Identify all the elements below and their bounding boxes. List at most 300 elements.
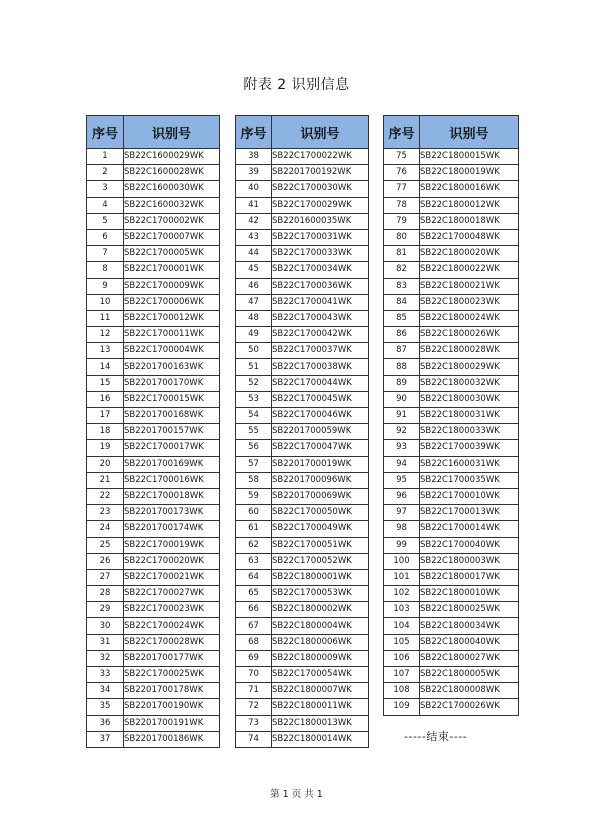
- id-cell: SB22C1700041WK: [272, 294, 369, 310]
- seq-cell: 97: [384, 505, 420, 521]
- seq-cell: 27: [87, 569, 124, 585]
- seq-cell: 11: [87, 310, 124, 326]
- id-cell: SB22C1700006WK: [124, 294, 220, 310]
- id-table-3: [383, 115, 519, 716]
- table-row: [384, 327, 519, 343]
- end-mark: -----结束----: [404, 730, 468, 743]
- page-title: 附表 2 识别信息: [243, 77, 350, 93]
- id-cell: SB22C1600028WK: [124, 165, 220, 181]
- seq-cell: 16: [87, 391, 124, 407]
- table-row: [87, 391, 220, 407]
- id-cell: SB22C1600032WK: [124, 197, 220, 213]
- id-cell: SB22C1800002WK: [272, 602, 369, 618]
- table-row: [236, 197, 369, 213]
- seq-cell: 17: [87, 408, 124, 424]
- seq-cell: 5: [87, 213, 124, 229]
- table-row: [236, 440, 369, 456]
- table-row: [87, 359, 220, 375]
- table-row: [236, 246, 369, 262]
- table-row: [384, 618, 519, 634]
- id-cell: SB22C1600030WK: [124, 181, 220, 197]
- seq-cell: 85: [384, 310, 420, 326]
- table-row: [384, 537, 519, 553]
- table-row: [87, 343, 220, 359]
- id-cell: SB22C1700045WK: [272, 391, 369, 407]
- table-row: [236, 149, 369, 165]
- id-cell: SB22C1700027WK: [124, 586, 220, 602]
- table-row: [384, 343, 519, 359]
- id-cell: SB22C1600031WK: [420, 456, 519, 472]
- seq-cell: 87: [384, 343, 420, 359]
- table-row: [87, 650, 220, 666]
- table-row: [384, 294, 519, 310]
- seq-cell: 55: [236, 424, 272, 440]
- id-cell: SB22C1700043WK: [272, 310, 369, 326]
- seq-cell: 23: [87, 505, 124, 521]
- seq-cell: 52: [236, 375, 272, 391]
- id-cell: SB22C1800022WK: [420, 262, 519, 278]
- id-cell: SB22C1700034WK: [272, 262, 369, 278]
- table-row: [236, 391, 369, 407]
- seq-cell: 99: [384, 537, 420, 553]
- table-row: [87, 310, 220, 326]
- id-cell: SB22C1800033WK: [420, 424, 519, 440]
- seq-cell: 9: [87, 278, 124, 294]
- seq-cell: 47: [236, 294, 272, 310]
- table-row: [236, 456, 369, 472]
- seq-cell: 42: [236, 213, 272, 229]
- seq-cell: 45: [236, 262, 272, 278]
- id-table-1: [86, 115, 220, 748]
- seq-cell: 73: [236, 715, 272, 731]
- id-cell: SB22C1700007WK: [124, 229, 220, 245]
- id-cell: SB22C1800007WK: [272, 683, 369, 699]
- table-row: [384, 229, 519, 245]
- table-row: [384, 375, 519, 391]
- id-cell: SB22C1800029WK: [420, 359, 519, 375]
- table-row: [87, 246, 220, 262]
- seq-cell: 95: [384, 472, 420, 488]
- seq-cell: 74: [236, 731, 272, 747]
- table-row: [384, 391, 519, 407]
- seq-cell: 69: [236, 650, 272, 666]
- seq-cell: 20: [87, 456, 124, 472]
- table-row: [87, 181, 220, 197]
- seq-cell: 36: [87, 715, 124, 731]
- table-row: [384, 149, 519, 165]
- table-row: [236, 553, 369, 569]
- seq-cell: 40: [236, 181, 272, 197]
- seq-cell: 109: [384, 699, 420, 715]
- id-cell: SB22C1700021WK: [124, 569, 220, 585]
- seq-cell: 32: [87, 650, 124, 666]
- id-cell: SB22C1800009WK: [272, 650, 369, 666]
- id-cell: SB22C1800030WK: [420, 391, 519, 407]
- table-row: [87, 683, 220, 699]
- table-row: [87, 278, 220, 294]
- id-cell: SB22C1800001WK: [272, 569, 369, 585]
- seq-cell: 46: [236, 278, 272, 294]
- seq-cell: 90: [384, 391, 420, 407]
- table-row: [384, 262, 519, 278]
- table-row: [87, 424, 220, 440]
- seq-cell: 34: [87, 683, 124, 699]
- id-cell: SB22C1800040WK: [420, 634, 519, 650]
- id-cell: SB22C1800019WK: [420, 165, 519, 181]
- table-row: [87, 553, 220, 569]
- table-row: [384, 569, 519, 585]
- seq-cell: 30: [87, 618, 124, 634]
- seq-header: 序号: [87, 116, 124, 149]
- id-cell: SB22C1700011WK: [124, 327, 220, 343]
- seq-cell: 31: [87, 634, 124, 650]
- id-cell: SB22C1800017WK: [420, 569, 519, 585]
- table-row: [236, 586, 369, 602]
- table-row: [236, 505, 369, 521]
- id-cell: SB22C1700040WK: [420, 537, 519, 553]
- seq-cell: 68: [236, 634, 272, 650]
- seq-cell: 13: [87, 343, 124, 359]
- table-row: [236, 278, 369, 294]
- seq-cell: 3: [87, 181, 124, 197]
- table-row: [87, 229, 220, 245]
- id-cell: SB22C1700035WK: [420, 472, 519, 488]
- table-row: [384, 310, 519, 326]
- seq-cell: 92: [384, 424, 420, 440]
- id-cell: SB22C1700013WK: [420, 505, 519, 521]
- id-cell: SB22C1800025WK: [420, 602, 519, 618]
- table-row: [236, 213, 369, 229]
- table-row: [384, 197, 519, 213]
- table-row: [236, 634, 369, 650]
- table-row: [384, 634, 519, 650]
- table-row: [384, 602, 519, 618]
- id-cell: SB22C1800016WK: [420, 181, 519, 197]
- seq-cell: 28: [87, 586, 124, 602]
- table-row: [87, 149, 220, 165]
- id-cell: SB22C1700030WK: [272, 181, 369, 197]
- seq-cell: 81: [384, 246, 420, 262]
- seq-cell: 77: [384, 181, 420, 197]
- table-row: [87, 521, 220, 537]
- table-row: [236, 683, 369, 699]
- table-row: [87, 602, 220, 618]
- seq-cell: 66: [236, 602, 272, 618]
- table-row: [87, 213, 220, 229]
- id-cell: SB22C1700044WK: [272, 375, 369, 391]
- id-cell: SB2201700168WK: [124, 408, 220, 424]
- id-header: 识别号: [272, 116, 369, 149]
- table-row: [236, 667, 369, 683]
- id-cell: SB22C1800018WK: [420, 213, 519, 229]
- seq-cell: 61: [236, 521, 272, 537]
- id-header: 识别号: [420, 116, 519, 149]
- id-cell: SB22C1700002WK: [124, 213, 220, 229]
- seq-cell: 94: [384, 456, 420, 472]
- table-row: [384, 683, 519, 699]
- id-cell: SB22C1700046WK: [272, 408, 369, 424]
- id-cell: SB22C1800003WK: [420, 553, 519, 569]
- id-cell: SB22C1800005WK: [420, 667, 519, 683]
- id-cell: SB22C1800010WK: [420, 586, 519, 602]
- table-row: [384, 488, 519, 504]
- table-row: [87, 327, 220, 343]
- table-row: [87, 456, 220, 472]
- id-cell: SB22C1700029WK: [272, 197, 369, 213]
- seq-cell: 62: [236, 537, 272, 553]
- table-row: [236, 699, 369, 715]
- table-row: [87, 294, 220, 310]
- seq-cell: 107: [384, 667, 420, 683]
- table-row: [236, 327, 369, 343]
- seq-cell: 64: [236, 569, 272, 585]
- table-row: [87, 699, 220, 715]
- seq-cell: 35: [87, 699, 124, 715]
- id-cell: SB22C1700009WK: [124, 278, 220, 294]
- id-cell: SB22C1700054WK: [272, 667, 369, 683]
- id-cell: SB2201700174WK: [124, 521, 220, 537]
- seq-cell: 56: [236, 440, 272, 456]
- id-cell: SB22C1700024WK: [124, 618, 220, 634]
- table-row: [87, 569, 220, 585]
- id-cell: SB22C1700012WK: [124, 310, 220, 326]
- seq-cell: 43: [236, 229, 272, 245]
- table-row: [384, 246, 519, 262]
- id-cell: SB22C1800008WK: [420, 683, 519, 699]
- table-row: [87, 667, 220, 683]
- table-row: [384, 440, 519, 456]
- seq-cell: 91: [384, 408, 420, 424]
- table-row: [236, 229, 369, 245]
- id-cell: SB22C1700005WK: [124, 246, 220, 262]
- seq-cell: 38: [236, 149, 272, 165]
- id-cell: SB22C1700037WK: [272, 343, 369, 359]
- table-row: [236, 262, 369, 278]
- table-row: [384, 505, 519, 521]
- seq-cell: 71: [236, 683, 272, 699]
- id-cell: SB22C1700033WK: [272, 246, 369, 262]
- id-cell: SB22C1600029WK: [124, 149, 220, 165]
- id-cell: SB2201700019WK: [272, 456, 369, 472]
- table-row: [236, 537, 369, 553]
- table-header-row: [384, 116, 519, 149]
- id-cell: SB22C1800024WK: [420, 310, 519, 326]
- seq-cell: 105: [384, 634, 420, 650]
- table-row: [87, 505, 220, 521]
- seq-cell: 104: [384, 618, 420, 634]
- table-row: [236, 521, 369, 537]
- seq-cell: 57: [236, 456, 272, 472]
- id-cell: SB22C1800031WK: [420, 408, 519, 424]
- table-row: [236, 408, 369, 424]
- seq-cell: 93: [384, 440, 420, 456]
- id-cell: SB22C1800011WK: [272, 699, 369, 715]
- table-row: [236, 343, 369, 359]
- id-cell: SB22C1700042WK: [272, 327, 369, 343]
- seq-cell: 103: [384, 602, 420, 618]
- id-cell: SB22C1700049WK: [272, 521, 369, 537]
- id-cell: SB22C1800027WK: [420, 650, 519, 666]
- seq-cell: 19: [87, 440, 124, 456]
- table-row: [384, 424, 519, 440]
- id-cell: SB2201700186WK: [124, 731, 220, 747]
- seq-header: 序号: [236, 116, 272, 149]
- table-row: [384, 699, 519, 715]
- seq-cell: 10: [87, 294, 124, 310]
- table-row: [87, 262, 220, 278]
- id-cell: SB2201700163WK: [124, 359, 220, 375]
- id-cell: SB22C1800014WK: [272, 731, 369, 747]
- table-row: [384, 165, 519, 181]
- id-cell: SB2201700169WK: [124, 456, 220, 472]
- id-cell: SB22C1700010WK: [420, 488, 519, 504]
- seq-cell: 65: [236, 586, 272, 602]
- id-cell: SB22C1700053WK: [272, 586, 369, 602]
- table-row: [236, 165, 369, 181]
- seq-cell: 53: [236, 391, 272, 407]
- table-row: [87, 488, 220, 504]
- table-row: [384, 278, 519, 294]
- id-cell: SB2201700170WK: [124, 375, 220, 391]
- table-row: [236, 181, 369, 197]
- seq-cell: 60: [236, 505, 272, 521]
- table-row: [384, 359, 519, 375]
- table-row: [87, 197, 220, 213]
- id-cell: SB2201700178WK: [124, 683, 220, 699]
- seq-cell: 21: [87, 472, 124, 488]
- id-cell: SB22C1800026WK: [420, 327, 519, 343]
- seq-cell: 1: [87, 149, 124, 165]
- id-cell: SB2201700157WK: [124, 424, 220, 440]
- seq-cell: 39: [236, 165, 272, 181]
- seq-cell: 108: [384, 683, 420, 699]
- id-cell: SB22C1700051WK: [272, 537, 369, 553]
- seq-cell: 83: [384, 278, 420, 294]
- seq-cell: 24: [87, 521, 124, 537]
- table-row: [87, 440, 220, 456]
- id-cell: SB22C1800020WK: [420, 246, 519, 262]
- table-row: [236, 731, 369, 747]
- seq-cell: 33: [87, 667, 124, 683]
- seq-cell: 86: [384, 327, 420, 343]
- id-cell: SB22C1700026WK: [420, 699, 519, 715]
- seq-cell: 67: [236, 618, 272, 634]
- seq-cell: 106: [384, 650, 420, 666]
- id-cell: SB22C1800028WK: [420, 343, 519, 359]
- id-cell: SB22C1700038WK: [272, 359, 369, 375]
- table-row: [87, 472, 220, 488]
- id-cell: SB2201700096WK: [272, 472, 369, 488]
- id-cell: SB2201700177WK: [124, 650, 220, 666]
- table-row: [236, 359, 369, 375]
- id-cell: SB22C1700014WK: [420, 521, 519, 537]
- seq-cell: 101: [384, 569, 420, 585]
- seq-cell: 26: [87, 553, 124, 569]
- id-cell: SB22C1700020WK: [124, 553, 220, 569]
- seq-cell: 7: [87, 246, 124, 262]
- id-cell: SB22C1700017WK: [124, 440, 220, 456]
- id-cell: SB22C1700022WK: [272, 149, 369, 165]
- seq-cell: 49: [236, 327, 272, 343]
- table-row: [384, 213, 519, 229]
- table-row: [384, 456, 519, 472]
- id-cell: SB22C1700023WK: [124, 602, 220, 618]
- seq-cell: 89: [384, 375, 420, 391]
- table-row: [384, 408, 519, 424]
- seq-cell: 37: [87, 731, 124, 747]
- seq-cell: 48: [236, 310, 272, 326]
- seq-cell: 102: [384, 586, 420, 602]
- id-cell: SB2201700191WK: [124, 715, 220, 731]
- seq-cell: 15: [87, 375, 124, 391]
- table-row: [236, 602, 369, 618]
- id-cell: SB2201700192WK: [272, 165, 369, 181]
- id-cell: SB22C1800032WK: [420, 375, 519, 391]
- id-cell: SB22C1700028WK: [124, 634, 220, 650]
- seq-cell: 78: [384, 197, 420, 213]
- table-row: [384, 472, 519, 488]
- table-row: [384, 553, 519, 569]
- table-row: [384, 650, 519, 666]
- id-cell: SB22C1800034WK: [420, 618, 519, 634]
- id-cell: SB22C1800004WK: [272, 618, 369, 634]
- seq-cell: 100: [384, 553, 420, 569]
- table-row: [87, 618, 220, 634]
- table-row: [384, 667, 519, 683]
- seq-cell: 50: [236, 343, 272, 359]
- table-row: [236, 310, 369, 326]
- seq-cell: 63: [236, 553, 272, 569]
- seq-header: 序号: [384, 116, 420, 149]
- id-cell: SB22C1700015WK: [124, 391, 220, 407]
- table-row: [87, 634, 220, 650]
- seq-cell: 22: [87, 488, 124, 504]
- seq-cell: 82: [384, 262, 420, 278]
- id-cell: SB22C1800023WK: [420, 294, 519, 310]
- id-cell: SB22C1700047WK: [272, 440, 369, 456]
- id-cell: SB2201700190WK: [124, 699, 220, 715]
- seq-cell: 80: [384, 229, 420, 245]
- seq-cell: 79: [384, 213, 420, 229]
- id-cell: SB22C1700016WK: [124, 472, 220, 488]
- id-cell: SB22C1700019WK: [124, 537, 220, 553]
- table-row: [236, 650, 369, 666]
- seq-cell: 4: [87, 197, 124, 213]
- seq-cell: 41: [236, 197, 272, 213]
- table-row: [87, 586, 220, 602]
- id-cell: SB22C1700039WK: [420, 440, 519, 456]
- seq-cell: 18: [87, 424, 124, 440]
- id-cell: SB22C1700031WK: [272, 229, 369, 245]
- table-row: [384, 586, 519, 602]
- seq-cell: 8: [87, 262, 124, 278]
- table-row: [87, 715, 220, 731]
- id-cell: SB22C1800012WK: [420, 197, 519, 213]
- seq-cell: 25: [87, 537, 124, 553]
- seq-cell: 98: [384, 521, 420, 537]
- table-row: [87, 408, 220, 424]
- id-cell: SB22C1700048WK: [420, 229, 519, 245]
- table-row: [87, 165, 220, 181]
- seq-cell: 51: [236, 359, 272, 375]
- table-row: [236, 715, 369, 731]
- id-cell: SB22C1800021WK: [420, 278, 519, 294]
- table-row: [236, 375, 369, 391]
- id-cell: SB2201700173WK: [124, 505, 220, 521]
- id-header: 识别号: [124, 116, 220, 149]
- table-row: [384, 181, 519, 197]
- table-row: [236, 424, 369, 440]
